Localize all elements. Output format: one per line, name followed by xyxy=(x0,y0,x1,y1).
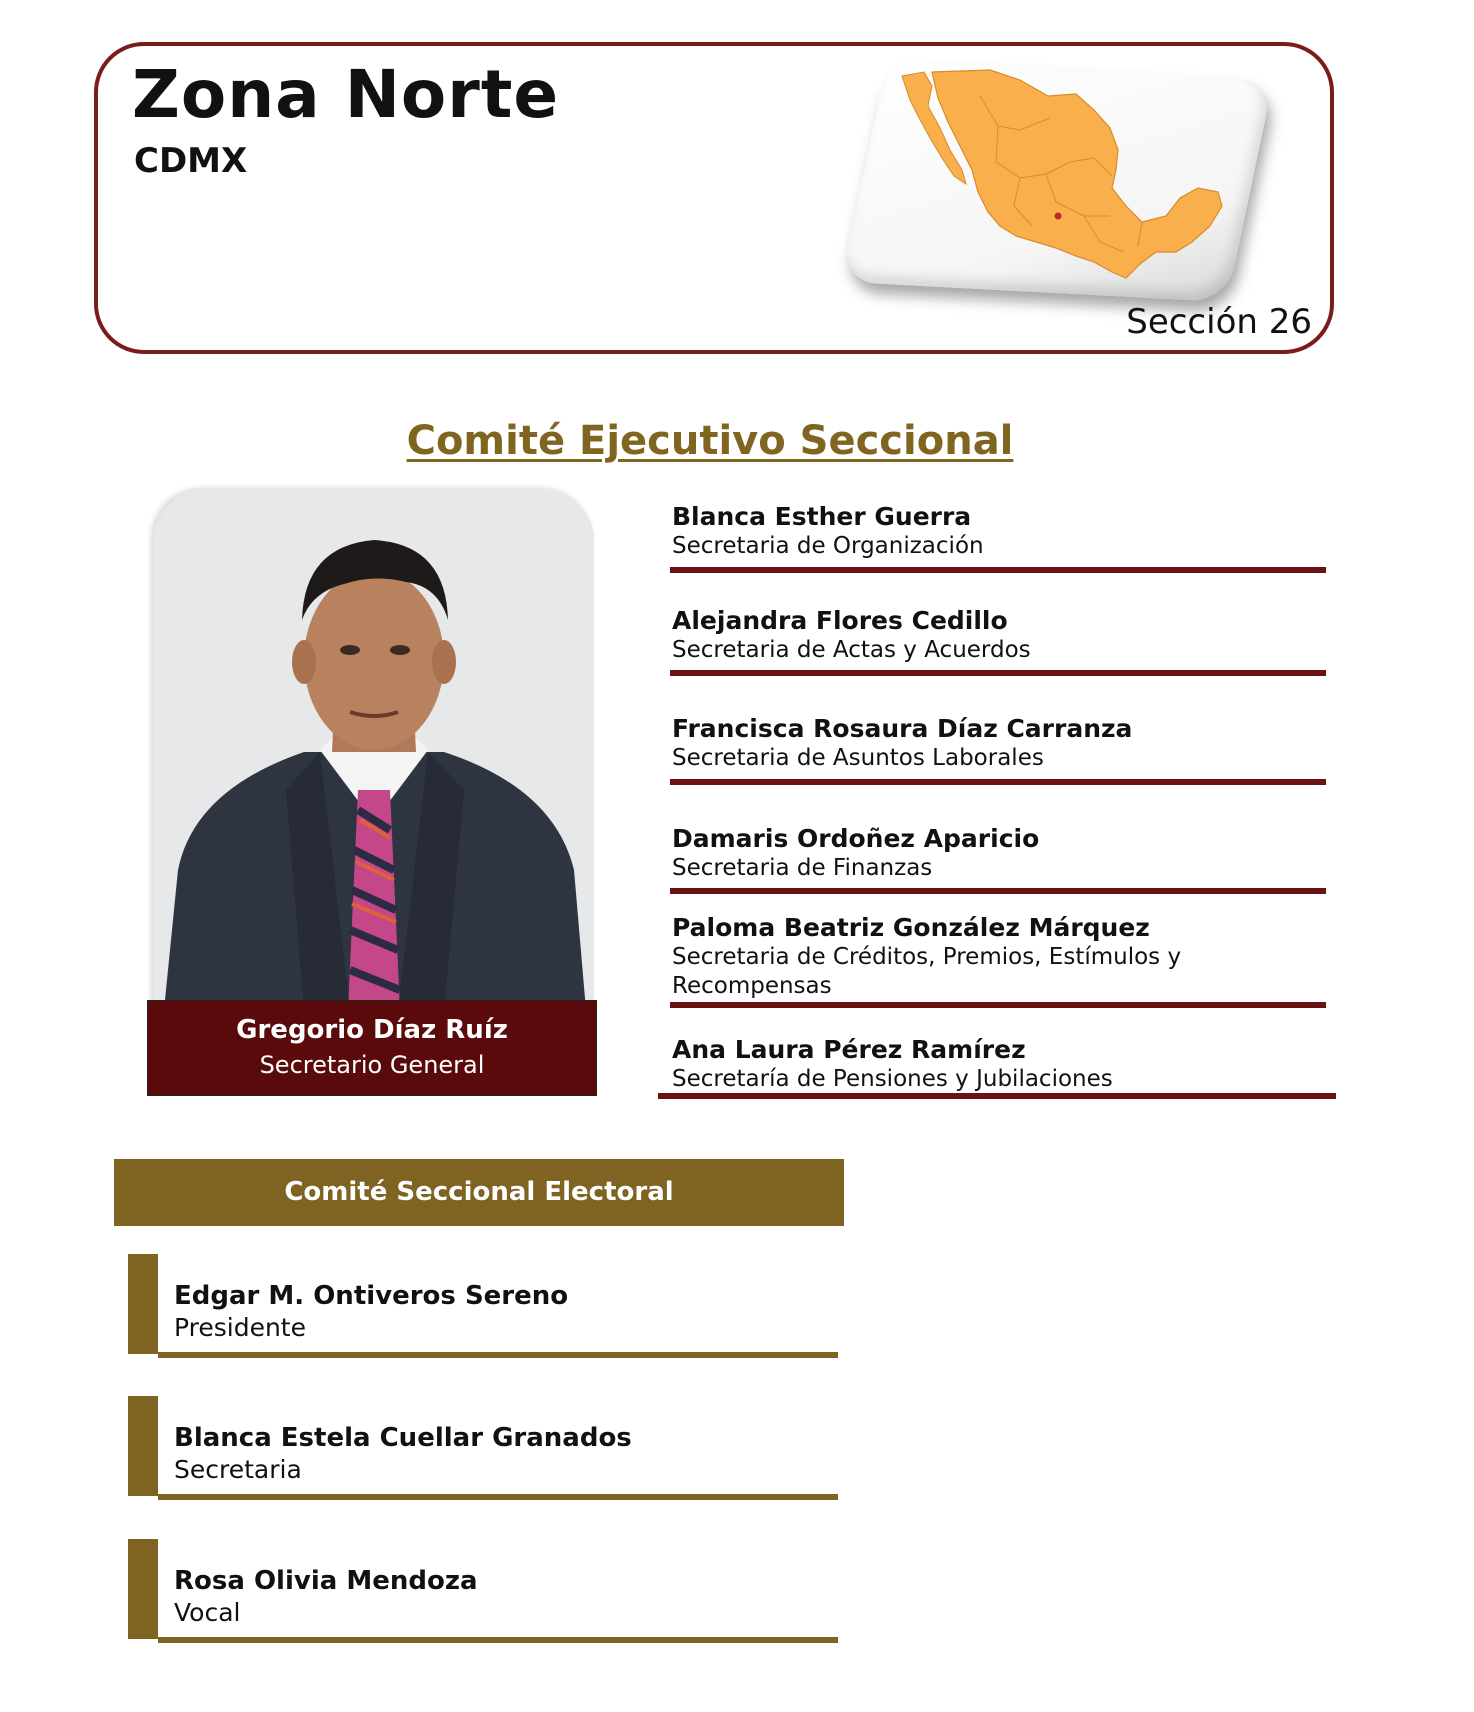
member-name: Francisca Rosaura Díaz Carranza xyxy=(672,714,1133,743)
leader-role: Secretario General xyxy=(259,1051,485,1079)
leader-name: Gregorio Díaz Ruíz xyxy=(236,1015,508,1045)
member-role: Secretaria xyxy=(174,1455,302,1484)
member-name: Blanca Estela Cuellar Granados xyxy=(174,1423,632,1453)
section-label: Sección 26 xyxy=(1126,302,1312,342)
member-role: Secretaria de Organización xyxy=(672,533,984,559)
member-divider xyxy=(670,670,1326,676)
member-role: Secretaria de Créditos, Premios, Estímulos y Recompensas xyxy=(672,944,1182,999)
member-role: Secretaria de Asuntos Laborales xyxy=(672,745,1044,771)
member-name: Ana Laura Pérez Ramírez xyxy=(672,1035,1026,1064)
member-role: Secretaría de Pensiones y Jubilaciones xyxy=(672,1066,1113,1092)
member-divider xyxy=(158,1637,838,1643)
member-role: Secretaria de Finanzas xyxy=(672,855,933,881)
member-role: Secretaria de Actas y Acuerdos xyxy=(672,637,1031,663)
member-role: Presidente xyxy=(174,1313,306,1342)
member-name: Rosa Olivia Mendoza xyxy=(174,1566,478,1596)
executive-member xyxy=(672,714,1324,773)
cdmx-marker xyxy=(1055,213,1062,220)
member-name: Alejandra Flores Cedillo xyxy=(672,606,1008,635)
executive-member xyxy=(672,502,1324,561)
member-divider xyxy=(670,567,1326,573)
portrait-image xyxy=(154,490,594,1010)
electoral-member xyxy=(128,1539,838,1643)
member-divider xyxy=(670,779,1326,785)
member-name: Blanca Esther Guerra xyxy=(672,502,972,531)
member-name: Damaris Ordoñez Aparicio xyxy=(672,824,1040,853)
member-accent-tab xyxy=(128,1254,158,1354)
member-name: Paloma Beatriz González Márquez xyxy=(672,913,1150,942)
executive-member xyxy=(672,824,1324,883)
member-divider xyxy=(158,1494,838,1500)
executive-member xyxy=(672,913,1232,1001)
zone-title: Zona Norte xyxy=(132,56,560,133)
member-divider xyxy=(670,1002,1326,1008)
mexico-map-icon xyxy=(880,66,1240,296)
leader-photo xyxy=(154,490,594,1010)
executive-member xyxy=(672,606,1324,665)
member-divider xyxy=(158,1352,838,1358)
zone-subtitle: CDMX xyxy=(134,141,248,181)
member-accent-tab xyxy=(128,1396,158,1496)
leader-name-plate xyxy=(147,1000,597,1096)
member-role: Vocal xyxy=(174,1598,241,1627)
member-divider xyxy=(658,1093,1336,1099)
executive-member xyxy=(672,1035,1324,1094)
electoral-committee-title: Comité Seccional Electoral xyxy=(114,1159,844,1226)
executive-committee-title: Comité Ejecutivo Seccional xyxy=(406,418,1014,464)
member-divider xyxy=(670,888,1326,894)
electoral-member xyxy=(128,1396,838,1500)
electoral-member xyxy=(128,1254,838,1358)
member-accent-tab xyxy=(128,1539,158,1639)
member-name: Edgar M. Ontiveros Sereno xyxy=(174,1281,569,1311)
